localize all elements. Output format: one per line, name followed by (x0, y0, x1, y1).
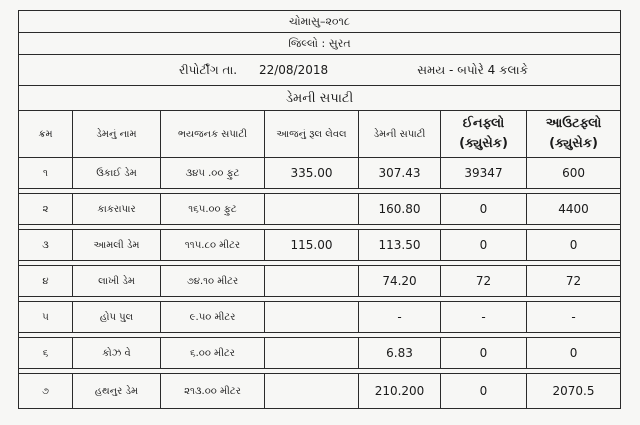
cell-serial: ૬ (19, 338, 73, 369)
table-row (19, 374, 621, 409)
cell-dam-name: હથનુર ડેમ (73, 374, 161, 409)
cell-dam-name: લાખી ડેમ (73, 266, 161, 297)
cell-serial: ૨ (19, 194, 73, 225)
cell-rule-level (265, 302, 359, 333)
cell-dam-name: કોઝ વે (73, 338, 161, 369)
cell-dam-level: - (359, 302, 441, 333)
cell-inflow: 39347 (441, 158, 527, 189)
cell-serial: ૩ (19, 230, 73, 261)
header-rule-level: આજનું રૂલ લેવલ (265, 111, 359, 158)
reporting-row (19, 55, 621, 86)
cell-outflow: - (527, 302, 621, 333)
cell-outflow: 2070.5 (527, 374, 621, 409)
header-outflow-unit: (ક્યુસેક) (549, 136, 598, 151)
reporting-date-label: રીપોર્ટીંગ તા. (179, 62, 238, 77)
header-outflow-label: આઉટફ્લો (545, 116, 602, 131)
cell-danger-level: ૬.૦૦ મીટર (161, 338, 265, 369)
cell-inflow: 72 (441, 266, 527, 297)
monsoon-title: ચોમાસુ–૨૦૧૮ (19, 11, 621, 33)
reporting-time: સમય - બપોરે 4 કલાકે (417, 62, 529, 77)
header-dam-level: ડેમની સપાટી (359, 111, 441, 158)
cell-danger-level: ૧૬૫.૦૦ ફુટ (161, 194, 265, 225)
cell-outflow: 72 (527, 266, 621, 297)
cell-inflow: 0 (441, 374, 527, 409)
cell-inflow: 0 (441, 338, 527, 369)
cell-serial: ૫ (19, 302, 73, 333)
cell-dam-name: આમલી ડેમ (73, 230, 161, 261)
cell-dam-level: 6.83 (359, 338, 441, 369)
header-serial: ક્રમ (19, 111, 73, 158)
cell-outflow: 0 (527, 338, 621, 369)
cell-danger-level: ૨૧૩.૦૦ મીટર (161, 374, 265, 409)
section-title-row (19, 86, 621, 111)
cell-danger-level: ૩૪૫ .૦૦ ફુટ (161, 158, 265, 189)
cell-serial: ૧ (19, 158, 73, 189)
cell-dam-name: હોપ પુલ (73, 302, 161, 333)
cell-dam-name: ઉકાઈ ડેમ (73, 158, 161, 189)
header-inflow (441, 111, 527, 158)
district-row (19, 33, 621, 55)
cell-outflow: 600 (527, 158, 621, 189)
cell-dam-level: 113.50 (359, 230, 441, 261)
cell-inflow: 0 (441, 194, 527, 225)
title-row (19, 11, 621, 33)
table-row (19, 230, 621, 261)
table-row (19, 302, 621, 333)
header-dam-name: ડેમનું નામ (73, 111, 161, 158)
cell-rule-level (265, 338, 359, 369)
header-inflow-label: ઈનફ્લો (462, 116, 505, 131)
cell-danger-level: ૧૧૫.૮૦ મીટર (161, 230, 265, 261)
cell-danger-level: ૭૪.૧૦ મીટર (161, 266, 265, 297)
cell-rule-level (265, 374, 359, 409)
cell-dam-name: કાકરાપાર (73, 194, 161, 225)
cell-dam-level: 210.200 (359, 374, 441, 409)
reporting-date-value: 22/08/2018 (258, 62, 329, 77)
cell-dam-level: 307.43 (359, 158, 441, 189)
table-row (19, 338, 621, 369)
cell-outflow: 0 (527, 230, 621, 261)
header-outflow (527, 111, 621, 158)
cell-rule-level (265, 266, 359, 297)
table-header-row (19, 111, 621, 158)
table-row (19, 266, 621, 297)
table-row (19, 158, 621, 189)
cell-rule-level: 115.00 (265, 230, 359, 261)
district-label: જિલ્લો : સુરત (19, 33, 621, 55)
cell-serial: ૭ (19, 374, 73, 409)
cell-dam-level: 160.80 (359, 194, 441, 225)
section-title: ડેમની સપાટી (19, 86, 621, 111)
cell-rule-level: 335.00 (265, 158, 359, 189)
header-inflow-unit: (ક્યુસેક) (459, 136, 508, 151)
cell-rule-level (265, 194, 359, 225)
cell-danger-level: ૯.૫૦ મીટર (161, 302, 265, 333)
cell-outflow: 4400 (527, 194, 621, 225)
cell-dam-level: 74.20 (359, 266, 441, 297)
table-row (19, 194, 621, 225)
cell-inflow: - (441, 302, 527, 333)
dam-level-report-table (18, 10, 621, 409)
cell-inflow: 0 (441, 230, 527, 261)
header-danger-level: ભયજનક સપાટી (161, 111, 265, 158)
cell-serial: ૪ (19, 266, 73, 297)
